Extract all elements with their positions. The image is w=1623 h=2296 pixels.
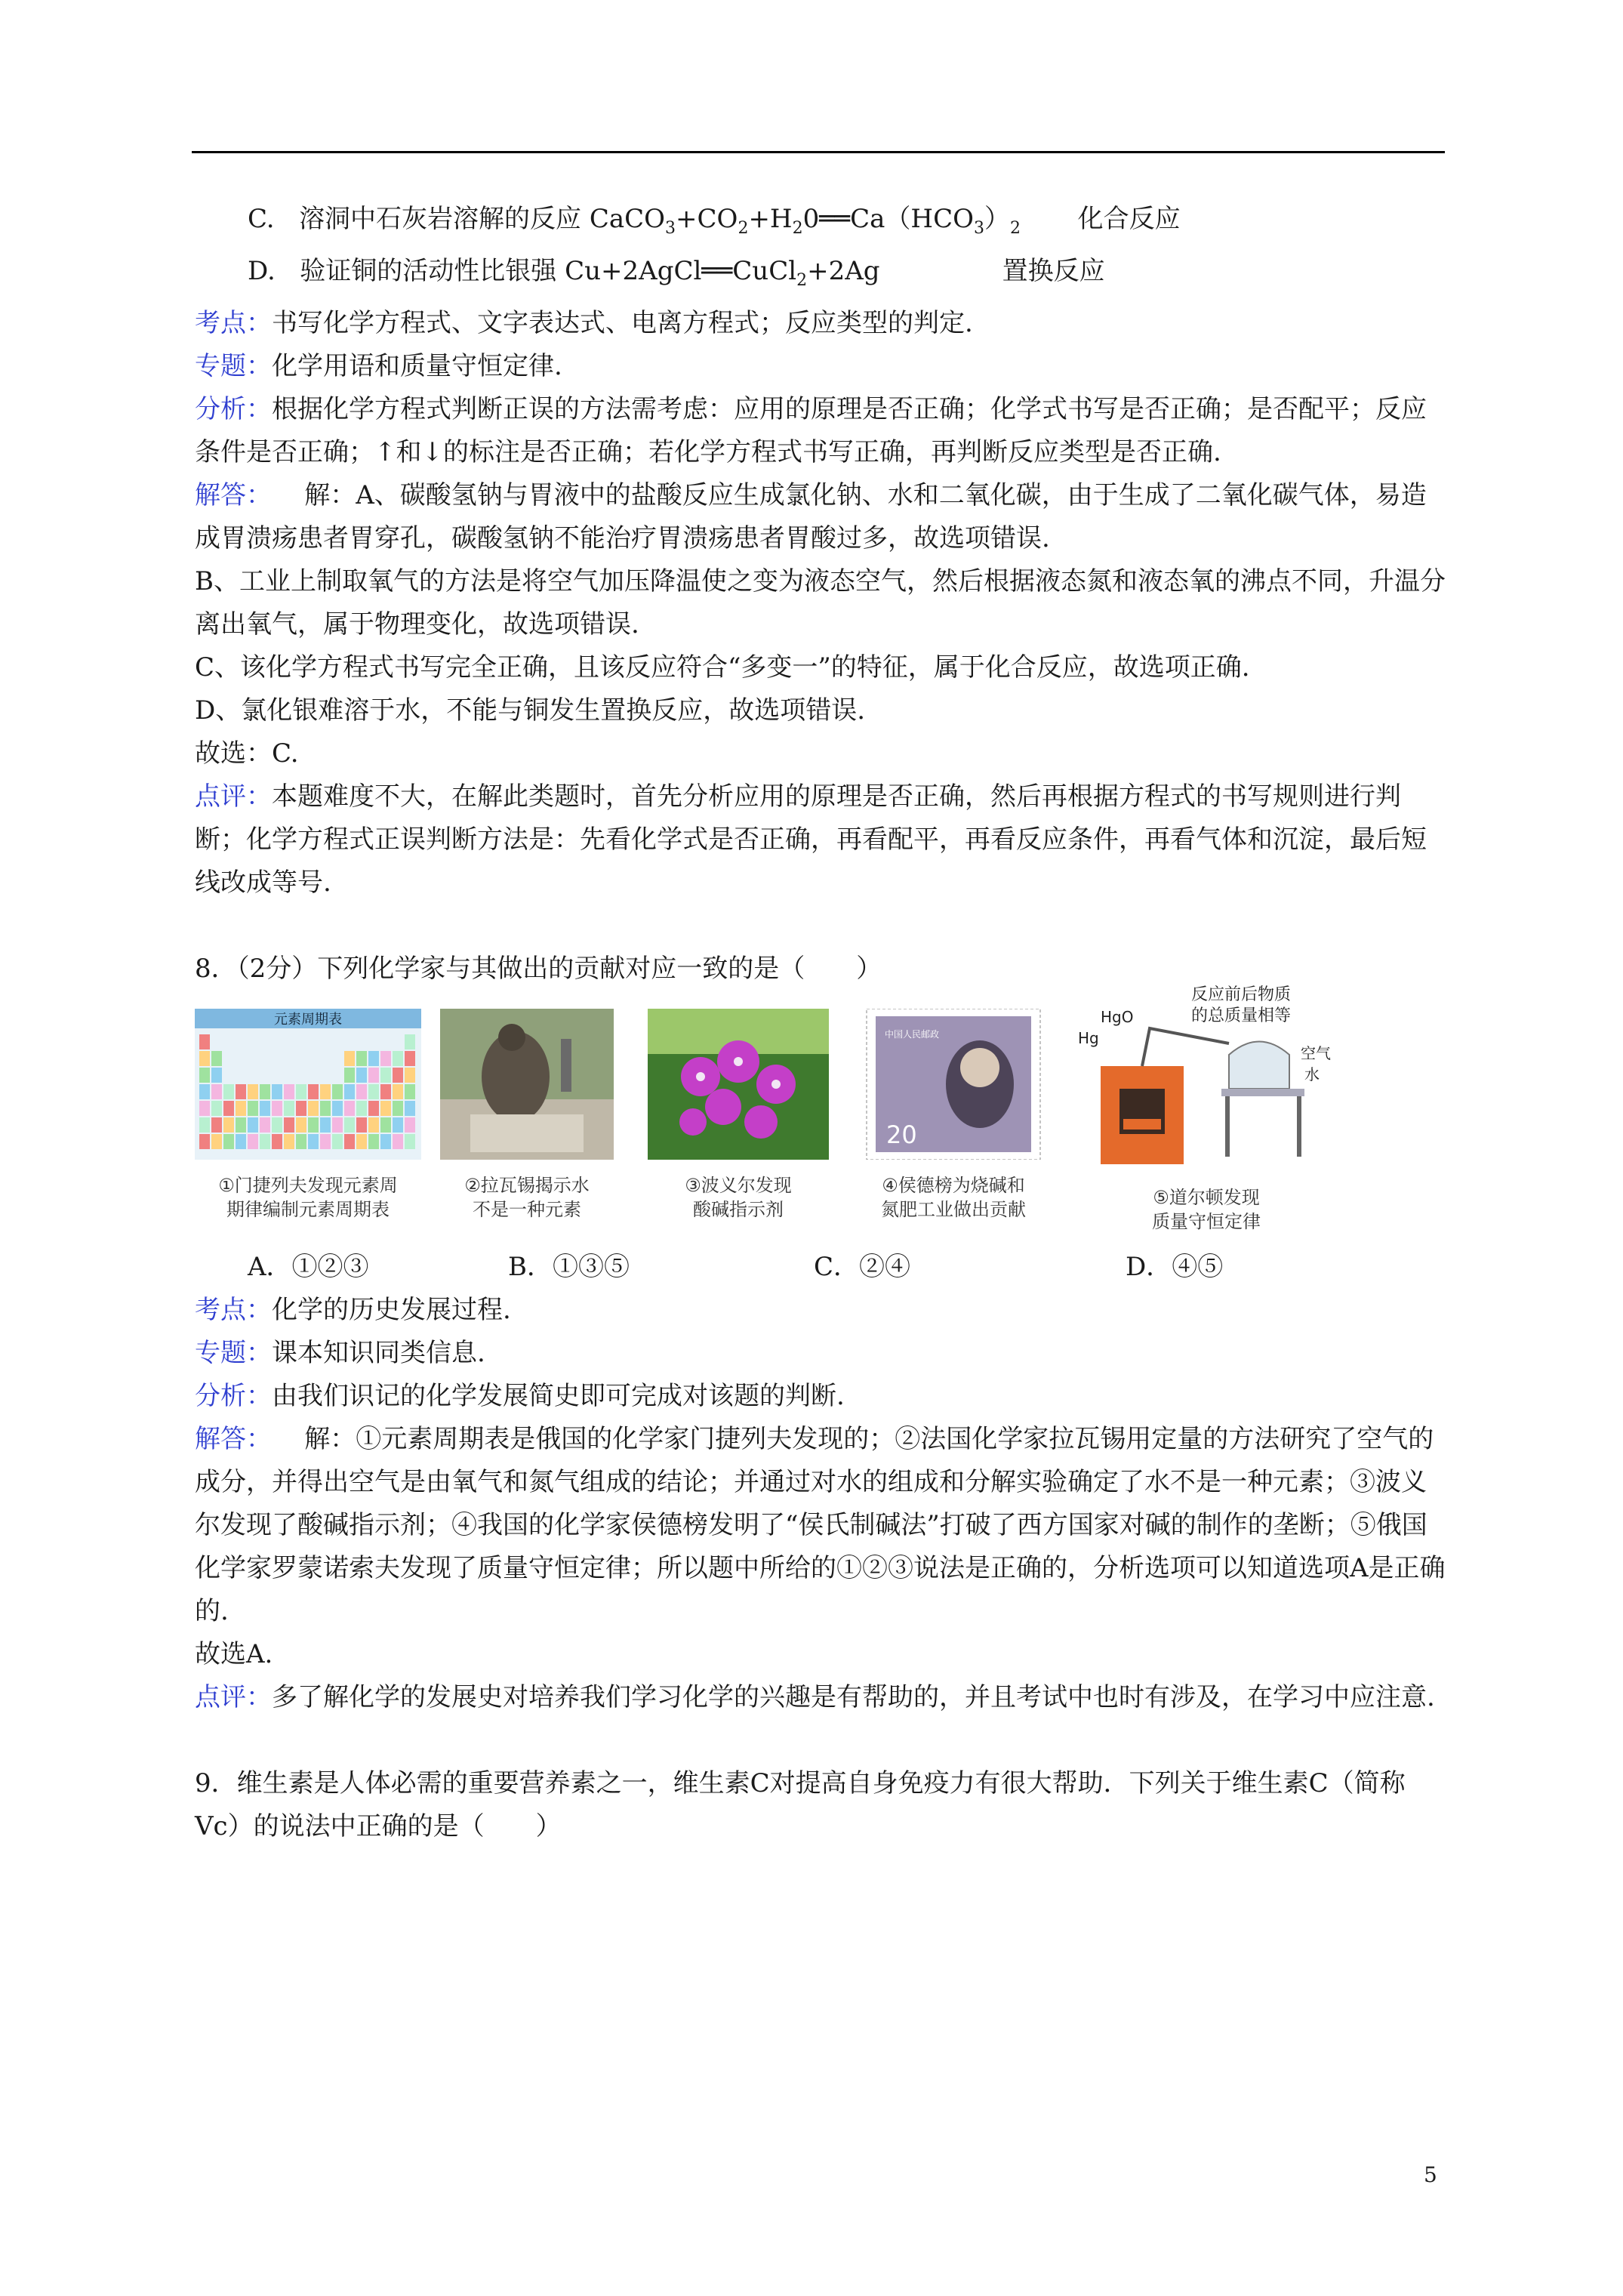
sub: 3 (665, 219, 676, 238)
text: 由我们识记的化学发展简史即可完成对该题的判断. (272, 1381, 845, 1411)
question-8-figures (195, 985, 1448, 1243)
periodic-cell (223, 1117, 234, 1133)
figure-lavoisier (440, 1009, 614, 1222)
periodic-cell (236, 1084, 246, 1099)
spacer (195, 1719, 1448, 1762)
periodic-cell (405, 1084, 415, 1099)
periodic-cell (272, 1101, 282, 1116)
text: 解：A、碳酸氢钠与胃液中的盐酸反应生成氯化钠、水和二氧化碳，由于生成了二氧化碳气体，易造成胃溃疡患者胃穿孔，碳酸氢钠不能治疗胃溃疡患者胃酸过多，故选项错误. (195, 480, 1427, 553)
periodic-cell (344, 1117, 355, 1133)
periodic-cell (356, 1134, 367, 1149)
periodic-cell (380, 1068, 391, 1083)
text: 多了解化学的发展史对培养我们学习化学的兴趣是有帮助的，并且考试中也时有涉及，在学习中应注意. (272, 1682, 1435, 1712)
periodic-cell (356, 1068, 367, 1083)
periodic-cell (296, 1117, 306, 1133)
periodic-cell (211, 1117, 222, 1133)
periodic-cell (368, 1051, 379, 1066)
note-line-2: 的总质量相等 (1191, 1006, 1292, 1025)
dianping-8 (195, 1676, 1448, 1719)
periodic-cell (368, 1117, 379, 1133)
option-b: B．①③⑤ (508, 1252, 630, 1282)
answer-8: 故选A. (195, 1639, 273, 1669)
periodic-cell (284, 1084, 294, 1099)
jieda-7-b: B、工业上制取氧气的方法是将空气加压降温使之变为液态空气，然后根据液态氮和液态氧的沸点不同，升温分离出氧气，属于物理变化，故选项错误. (195, 566, 1446, 639)
periodic-cell (272, 1084, 282, 1099)
stamp-image (859, 1009, 1048, 1160)
periodic-cell (296, 1101, 306, 1116)
option-c-line (195, 198, 1448, 250)
periodic-cell (405, 1117, 415, 1133)
zhuanti-8 (195, 1332, 1448, 1375)
periodic-cell (223, 1134, 234, 1149)
apparatus-image (1078, 983, 1335, 1172)
periodic-cell (248, 1101, 258, 1116)
kaodian-8 (195, 1289, 1448, 1332)
question-8-stem: 8．（2分）下列化学家与其做出的贡献对应一致的是（ ） (195, 954, 882, 984)
periodic-cell (380, 1117, 391, 1133)
document-body (195, 198, 1448, 1848)
fig1-caption-2: 期律编制元素周期表 (226, 1199, 390, 1220)
hgo-label: HgO (1101, 1008, 1134, 1026)
air-label: 空气 (1301, 1044, 1331, 1062)
periodic-cell (344, 1051, 355, 1066)
periodic-cell (199, 1034, 210, 1049)
label: 专题： (195, 1338, 272, 1368)
zhuanti-7 (195, 345, 1448, 388)
fenxi-7 (195, 388, 1448, 474)
periodic-cell (308, 1117, 319, 1133)
periodic-cell (199, 1101, 210, 1116)
option-d-label: D. (248, 256, 276, 286)
periodic-cell (393, 1051, 403, 1066)
periodic-cell (296, 1134, 306, 1149)
periodic-cell (296, 1084, 306, 1099)
periodic-cell (344, 1134, 355, 1149)
fig4-caption-2: 氮肥工业做出贡献 (881, 1199, 1026, 1220)
eq-part: +2Ag (807, 256, 880, 286)
periodic-cell (356, 1084, 367, 1099)
periodic-cell (260, 1117, 270, 1133)
periodic-cell (199, 1084, 210, 1099)
periodic-cell (356, 1101, 367, 1116)
option-c-label: C. (248, 204, 275, 234)
periodic-cell (320, 1084, 331, 1099)
lavoisier-statue-image (440, 1009, 614, 1160)
periodic-cell (308, 1101, 319, 1116)
figure-boyle (648, 1009, 829, 1222)
periodic-cell (320, 1101, 331, 1116)
periodic-cell (272, 1117, 282, 1133)
stamp-top-text: 中国人民邮政 (885, 1029, 940, 1040)
fig3-caption-1: ③波义尔发现 (685, 1175, 792, 1196)
periodic-cell (332, 1101, 343, 1116)
label: 解答： (195, 480, 272, 510)
spacer (195, 905, 1448, 948)
fig5-caption-2: 质量守恒定律 (1152, 1211, 1261, 1232)
label: 点评： (195, 1682, 272, 1712)
option-d-type: 置换反应 (1002, 256, 1105, 286)
sub: 2 (796, 271, 808, 290)
eq-part: +CO (676, 204, 738, 234)
periodic-cell (332, 1084, 343, 1099)
periodic-cell (393, 1084, 403, 1099)
text: 解：①元素周期表是俄国的化学家门捷列夫发现的；②法国化学家拉瓦锡用定量的方法研究了空气的成分，并得出空气是由氧气和氮气组成的结论；并通过对水的组成和分解实验确定了水不是一种元素；③波义尔发现了酸碱指示剂；④我国的化学家侯德榜发明了“侯氏制碱法”打破了西方国家对碱的制作的垄断；⑤俄国化学家罗蒙诺索夫发现了质量守恒定律；所以题中所给的①②③说法是正确的，分析选项可以知道选项A是正确的. (195, 1424, 1446, 1626)
question-9-stem: 9．维生素是人体必需的重要营养素之一，维生素C对提高自身免疫力有很大帮助．下列关于维生素C（简称Vc）的说法中正确的是（ ） (195, 1768, 1406, 1841)
option-c-text: 溶洞中石灰岩溶解的反应 CaCO (299, 204, 666, 234)
periodic-cell (223, 1101, 234, 1116)
periodic-cell (248, 1117, 258, 1133)
fenxi-8 (195, 1375, 1448, 1418)
label: 点评： (195, 781, 272, 812)
periodic-cell (320, 1117, 331, 1133)
periodic-cell (356, 1117, 367, 1133)
periodic-cell (199, 1051, 210, 1066)
periodic-cell (344, 1084, 355, 1099)
periodic-cell (393, 1068, 403, 1083)
fig1-caption-1: ①门捷列夫发现元素周 (218, 1175, 398, 1196)
periodic-cell (260, 1084, 270, 1099)
periodic-cell (344, 1101, 355, 1116)
water-label: 水 (1304, 1065, 1320, 1083)
periodic-cell (248, 1134, 258, 1149)
periodic-cell (368, 1134, 379, 1149)
periodic-cell (236, 1101, 246, 1116)
label: 分析： (195, 1381, 272, 1411)
periodic-cell (211, 1134, 222, 1149)
label: 专题： (195, 351, 272, 381)
fig2-caption-2: 不是一种元素 (473, 1199, 581, 1220)
text: 化学的历史发展过程. (272, 1295, 511, 1325)
periodic-cell (248, 1084, 258, 1099)
periodic-cell (332, 1134, 343, 1149)
text: 根据化学方程式判断正误的方法需考虑：应用的原理是否正确；化学式书写是否正确；是否配平；反应条件是否正确；↑和↓的标注是否正确；若化学方程式书写正确，再判断反应类型是否正确. (195, 394, 1427, 467)
periodic-cell (211, 1051, 222, 1066)
option-d: D．④⑤ (1126, 1252, 1224, 1282)
periodic-cell (368, 1068, 379, 1083)
stamp-value: 20 (886, 1120, 917, 1149)
periodic-cell (199, 1117, 210, 1133)
header-rule (192, 151, 1445, 153)
periodic-cell (320, 1134, 331, 1149)
periodic-cell (199, 1134, 210, 1149)
periodic-cell (211, 1084, 222, 1099)
label: 解答： (195, 1424, 272, 1454)
periodic-cell (284, 1134, 294, 1149)
periodic-cell (223, 1084, 234, 1099)
periodic-cell (332, 1117, 343, 1133)
jieda-7-c: C、该化学方程式书写完全正确，且该反应符合“多变一”的特征，属于化合反应，故选项正确. (195, 652, 1250, 683)
periodic-cell (393, 1101, 403, 1116)
periodic-cell (199, 1068, 210, 1083)
eq-part: 0══Ca（HCO (802, 204, 974, 234)
option-d-text: 验证铜的活动性比银强 Cu+2AgCl══CuCl (300, 256, 797, 286)
text: 书写化学方程式、文字表达式、电离方程式；反应类型的判定. (272, 308, 973, 338)
periodic-cell (405, 1034, 415, 1049)
fig2-caption-1: ②拉瓦锡揭示水 (464, 1175, 590, 1196)
periodic-cell (308, 1134, 319, 1149)
periodic-cell (260, 1134, 270, 1149)
periodic-cell (284, 1117, 294, 1133)
periodic-cell (236, 1117, 246, 1133)
figure-apparatus (1078, 983, 1335, 1234)
fig4-caption-1: ④侯德榜为烧碱和 (882, 1175, 1025, 1196)
sub: 3 (973, 219, 984, 238)
periodic-cell (308, 1084, 319, 1099)
figure-periodic-table (195, 1009, 421, 1222)
option-d-line (195, 250, 1448, 302)
eq-part: +H (748, 204, 793, 234)
text: 本题难度不大，在解此类题时，首先分析应用的原理是否正确，然后再根据方程式的书写规则进行判断；化学方程式正误判断方法是：先看化学式是否正确，再看配平，再看反应条件，再看气体和沉淀，最后短线改成等号. (195, 781, 1427, 898)
periodic-cell (393, 1117, 403, 1133)
kaodian-7 (195, 302, 1448, 345)
flower-image (648, 1009, 829, 1160)
periodic-cell (405, 1101, 415, 1116)
periodic-cell (393, 1134, 403, 1149)
sub: 2 (1009, 219, 1021, 238)
text: 课本知识同类信息. (272, 1338, 485, 1368)
periodic-cell (344, 1068, 355, 1083)
periodic-cell (211, 1068, 222, 1083)
answer-7: 故选：C. (195, 738, 299, 769)
note-line-1: 反应前后物质 (1191, 985, 1292, 1004)
jieda-7 (195, 474, 1448, 560)
periodic-cell (368, 1101, 379, 1116)
figure-hou-debang (859, 1009, 1048, 1222)
fig5-caption-1: ⑤道尔顿发现 (1153, 1187, 1260, 1208)
dianping-7 (195, 775, 1448, 905)
periodic-cell (356, 1051, 367, 1066)
periodic-cell (380, 1101, 391, 1116)
option-c: C．②④ (814, 1252, 911, 1282)
periodic-cell (272, 1134, 282, 1149)
question-8-options (195, 1246, 1448, 1289)
periodic-cell (260, 1101, 270, 1116)
periodic-cell (236, 1134, 246, 1149)
sub: 2 (738, 219, 749, 238)
jieda-7-d: D、氯化银难溶于水，不能与铜发生置换反应，故选项错误. (195, 695, 866, 726)
periodic-table-image (195, 1009, 421, 1160)
text: 化学用语和质量守恒定律. (272, 351, 562, 381)
label: 考点： (195, 308, 272, 338)
sub: 2 (792, 219, 803, 238)
page-number: 5 (1424, 2162, 1437, 2187)
label: 分析： (195, 394, 272, 424)
periodic-cell (380, 1051, 391, 1066)
option-c-type: 化合反应 (1077, 204, 1181, 234)
jieda-8 (195, 1418, 1448, 1633)
periodic-cell (211, 1101, 222, 1116)
periodic-cell (405, 1134, 415, 1149)
periodic-cell (405, 1051, 415, 1066)
hg-label: Hg (1078, 1029, 1099, 1047)
fig3-caption-2: 酸碱指示剂 (693, 1199, 784, 1220)
option-a: A．①②③ (248, 1252, 369, 1282)
periodic-cell (368, 1084, 379, 1099)
periodic-cell (380, 1134, 391, 1149)
periodic-cell (405, 1068, 415, 1083)
eq-part: ） (984, 204, 1010, 234)
periodic-table-title: 元素周期表 (274, 1012, 342, 1028)
periodic-cell (284, 1101, 294, 1116)
periodic-cell (380, 1084, 391, 1099)
label: 考点： (195, 1295, 272, 1325)
